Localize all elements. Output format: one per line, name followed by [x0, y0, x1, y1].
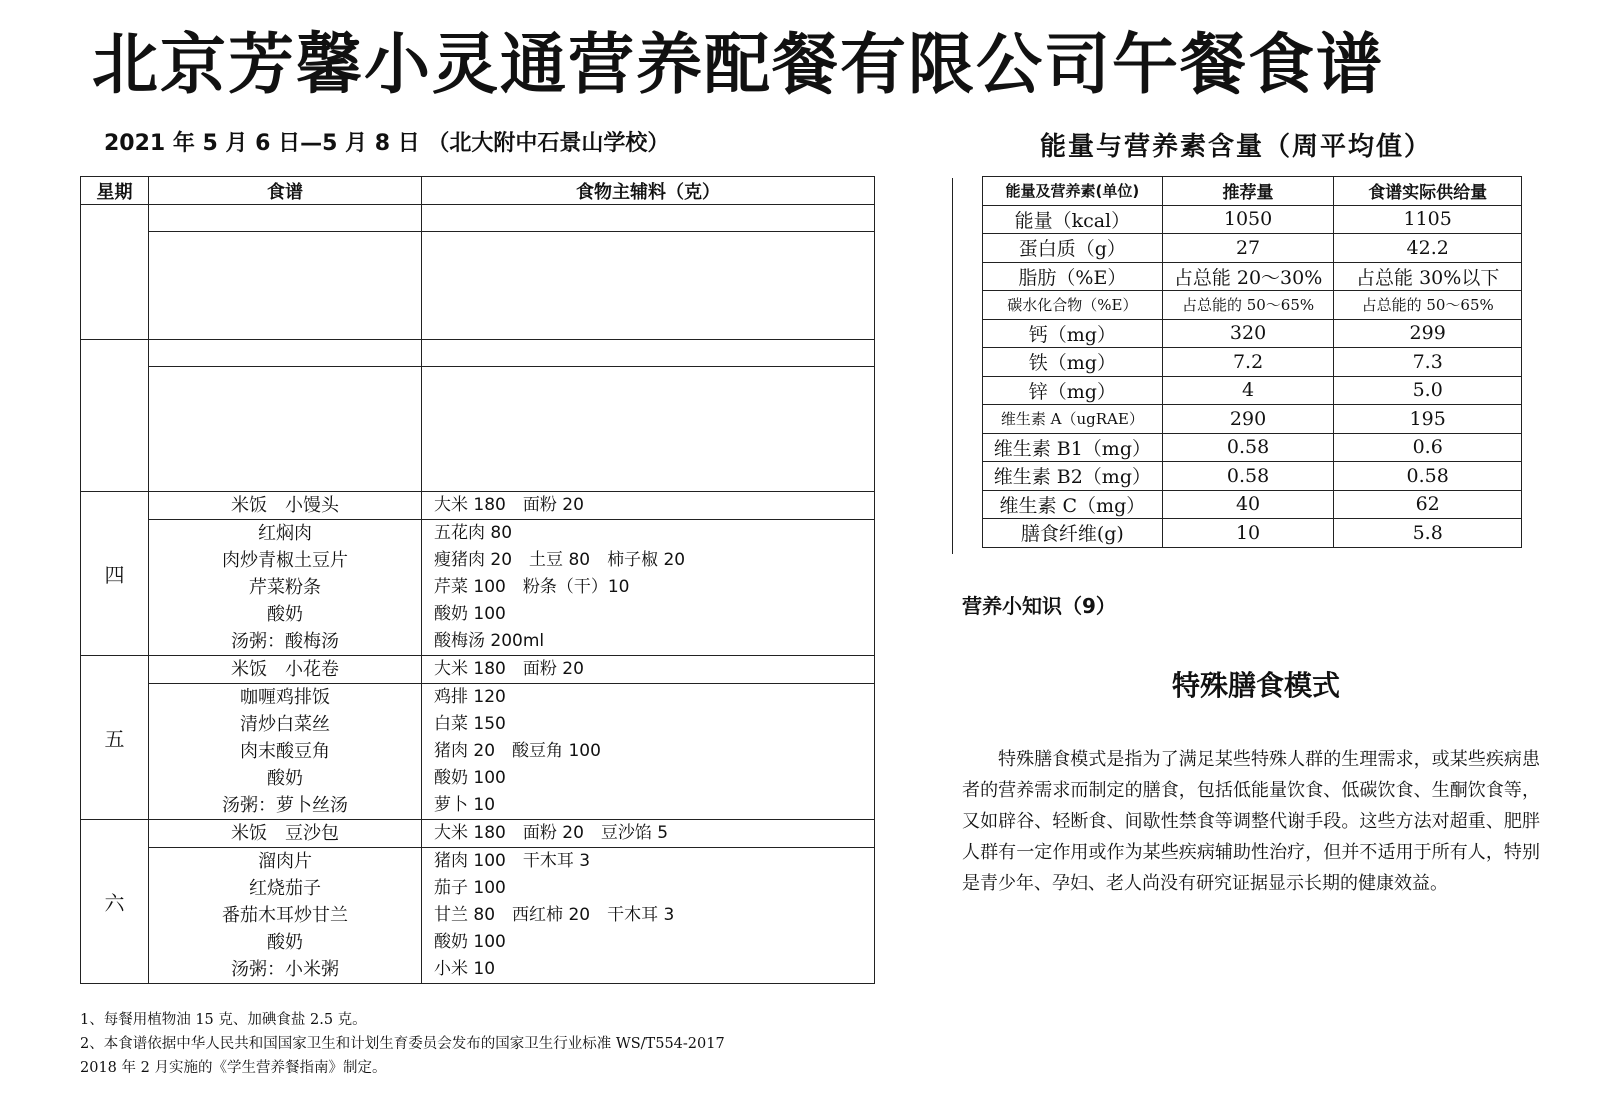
menu-dishes-row — [81, 684, 875, 820]
header-ingredients: 食物主辅料（克） — [422, 177, 875, 205]
footnote: 2018 年 2 月实施的《学生营养餐指南》制定。 — [80, 1060, 387, 1076]
empty-cell — [149, 367, 422, 492]
nutrition-table — [982, 176, 1522, 548]
nutrient-name: 维生素 B2（mg） — [983, 462, 1163, 491]
dish-item: 酸奶 — [267, 768, 303, 789]
empty-staple-row — [81, 205, 875, 232]
ingredient-list — [422, 684, 875, 820]
day-cell: 四 — [81, 492, 149, 656]
nutrition-header: 食谱实际供给量 — [1334, 177, 1522, 206]
actual-value: 占总能的 50～65% — [1334, 291, 1522, 320]
menu-staple-row — [81, 492, 875, 520]
dish-item: 酸奶 — [267, 932, 303, 953]
nutrition-header: 推荐量 — [1162, 177, 1334, 206]
actual-value: 42.2 — [1334, 234, 1522, 263]
nutrient-name: 维生素 A（ugRAE） — [983, 405, 1163, 434]
menu-staple-row — [81, 656, 875, 684]
footnotes — [80, 1008, 900, 1080]
ingredient-item: 酸奶 100 — [434, 932, 506, 952]
ingredient-item: 甘兰 80 西红柿 20 干木耳 3 — [434, 905, 675, 925]
nutrition-title: 能量与营养素含量（周平均值） — [1040, 132, 1433, 162]
dish-item: 汤粥：小米粥 — [231, 959, 339, 980]
staple-dish: 米饭 小花卷 — [149, 656, 422, 684]
ingredient-item: 猪肉 100 干木耳 3 — [434, 851, 591, 871]
divider-line — [952, 178, 953, 554]
dish-item: 红烧茄子 — [249, 878, 321, 899]
dish-item: 酸奶 — [267, 604, 303, 625]
tip-title: 特殊膳食模式 — [1171, 669, 1340, 702]
nutrition-header: 能量及营养素(单位) — [983, 177, 1163, 206]
menu-staple-row — [81, 820, 875, 848]
tip-body: 特殊膳食模式是指为了满足某些特殊人群的生理需求，或某些疾病患者的营养需求而制定的膳食，包括低能量饮食、低碳饮食、生酮饮食等，又如辟谷、轻断食、间歇性禁食等调整代谢手段。这些方法对超重、肥胖人群有一定作用或作为某些疾病辅助性治疗，但并不适用于所有人，特别是青少年、孕妇、老人尚没有研究证据显示长期的健康效益。 — [962, 749, 1540, 894]
empty-cell — [422, 340, 875, 367]
recommended-value: 27 — [1162, 234, 1334, 263]
recommended-value: 320 — [1162, 319, 1334, 348]
dish-item: 红焖肉 — [258, 523, 312, 544]
day-cell: 五 — [81, 656, 149, 820]
nutrient-name: 锌（mg） — [983, 376, 1163, 405]
dish-list — [149, 520, 422, 656]
nutrient-name: 膳食纤维(g) — [983, 519, 1163, 548]
ingredient-item: 小米 10 — [434, 959, 496, 979]
recommended-value: 0.58 — [1162, 433, 1334, 462]
menu-dishes-row — [81, 848, 875, 984]
actual-value: 占总能 30%以下 — [1334, 262, 1522, 291]
ingredient-item: 猪肉 20 酸豆角 100 — [434, 741, 601, 761]
actual-value: 0.58 — [1334, 462, 1522, 491]
dish-item: 清炒白菜丝 — [240, 714, 330, 735]
nutrition-header-row — [983, 177, 1522, 206]
nutrition-row — [983, 490, 1522, 519]
dish-item: 溜肉片 — [258, 851, 312, 872]
nutrition-row — [983, 262, 1522, 291]
recommended-value: 40 — [1162, 490, 1334, 519]
recommended-value: 10 — [1162, 519, 1334, 548]
actual-value: 5.0 — [1334, 376, 1522, 405]
nutrition-row — [983, 234, 1522, 263]
dish-list — [149, 684, 422, 820]
ingredient-item: 五花肉 80 — [434, 523, 513, 543]
nutrient-name: 能量（kcal） — [983, 205, 1163, 234]
nutrition-row — [983, 319, 1522, 348]
actual-value: 299 — [1334, 319, 1522, 348]
recommended-value: 占总能的 50～65% — [1162, 291, 1334, 320]
ingredient-list — [422, 848, 875, 984]
nutrient-name: 脂肪（%E） — [983, 262, 1163, 291]
menu-table — [80, 176, 875, 984]
nutrient-name: 蛋白质（g） — [983, 234, 1163, 263]
menu-dishes-row — [81, 520, 875, 656]
recommended-value: 4 — [1162, 376, 1334, 405]
nutrition-row — [983, 205, 1522, 234]
recommended-value: 290 — [1162, 405, 1334, 434]
empty-day-cell — [81, 205, 149, 340]
empty-cell — [149, 205, 422, 232]
ingredient-item: 酸梅汤 200ml — [434, 631, 545, 651]
dish-item: 咖喱鸡排饭 — [240, 687, 330, 708]
recommended-value: 7.2 — [1162, 348, 1334, 377]
header-day: 星期 — [81, 177, 149, 205]
page-title: 北京芳馨小灵通营养配餐有限公司午餐食谱 — [92, 26, 1384, 103]
ingredient-list — [422, 520, 875, 656]
day-cell: 六 — [81, 820, 149, 984]
menu-header-row — [81, 177, 875, 205]
header-recipe: 食谱 — [149, 177, 422, 205]
ingredient-item: 酸奶 100 — [434, 604, 506, 624]
empty-dishes-row — [81, 367, 875, 492]
dish-list — [149, 848, 422, 984]
nutrient-name: 碳水化合物（%E） — [983, 291, 1163, 320]
actual-value: 1105 — [1334, 205, 1522, 234]
actual-value: 195 — [1334, 405, 1522, 434]
staple-dish: 米饭 豆沙包 — [149, 820, 422, 848]
ingredient-item: 茄子 100 — [434, 878, 506, 898]
footnote: 1、每餐用植物油 15 克、加碘食盐 2.5 克。 — [80, 1012, 367, 1028]
staple-dish: 米饭 小馒头 — [149, 492, 422, 520]
empty-staple-row — [81, 340, 875, 367]
nutrition-row — [983, 519, 1522, 548]
recommended-value: 占总能 20～30% — [1162, 262, 1334, 291]
footnote: 2、本食谱依据中华人民共和国国家卫生和计划生育委员会发布的国家卫生行业标准 WS/T554-2017 — [80, 1036, 725, 1052]
ingredient-item: 白菜 150 — [434, 714, 506, 734]
recommended-value: 1050 — [1162, 205, 1334, 234]
nutrient-name: 铁（mg） — [983, 348, 1163, 377]
ingredient-item: 瘦猪肉 20 土豆 80 柿子椒 20 — [434, 550, 686, 570]
date-school-subtitle: 2021 年 5 月 6 日—5 月 8 日 （北大附中石景山学校） — [104, 131, 670, 156]
dish-item: 汤粥：酸梅汤 — [231, 631, 339, 652]
empty-cell — [422, 367, 875, 492]
actual-value: 5.8 — [1334, 519, 1522, 548]
ingredient-item: 鸡排 120 — [434, 687, 506, 707]
dish-item: 肉炒青椒土豆片 — [222, 550, 348, 571]
dish-item: 番茄木耳炒甘兰 — [222, 905, 348, 926]
staple-ingredients: 大米 180 面粉 20 — [422, 656, 875, 684]
dish-item: 肉末酸豆角 — [240, 741, 330, 762]
empty-cell — [422, 205, 875, 232]
dish-item: 芹菜粉条 — [249, 577, 321, 598]
staple-ingredients: 大米 180 面粉 20 豆沙馅 5 — [422, 820, 875, 848]
tip-heading: 营养小知识（9） — [962, 594, 1116, 618]
staple-ingredients: 大米 180 面粉 20 — [422, 492, 875, 520]
ingredient-item: 酸奶 100 — [434, 768, 506, 788]
nutrition-row — [983, 348, 1522, 377]
empty-day-cell — [81, 340, 149, 492]
empty-cell — [422, 232, 875, 340]
ingredient-item: 萝卜 10 — [434, 795, 496, 815]
actual-value: 0.6 — [1334, 433, 1522, 462]
nutrient-name: 维生素 B1（mg） — [983, 433, 1163, 462]
nutrition-row — [983, 376, 1522, 405]
ingredient-item: 芹菜 100 粉条（干）10 — [434, 577, 630, 597]
nutrition-row — [983, 433, 1522, 462]
nutrition-row — [983, 405, 1522, 434]
empty-dishes-row — [81, 232, 875, 340]
recommended-value: 0.58 — [1162, 462, 1334, 491]
actual-value: 62 — [1334, 490, 1522, 519]
empty-cell — [149, 232, 422, 340]
empty-cell — [149, 340, 422, 367]
actual-value: 7.3 — [1334, 348, 1522, 377]
nutrient-name: 维生素 C（mg） — [983, 490, 1163, 519]
nutrition-row — [983, 462, 1522, 491]
dish-item: 汤粥：萝卜丝汤 — [222, 795, 348, 816]
nutrition-row — [983, 291, 1522, 320]
nutrient-name: 钙（mg） — [983, 319, 1163, 348]
